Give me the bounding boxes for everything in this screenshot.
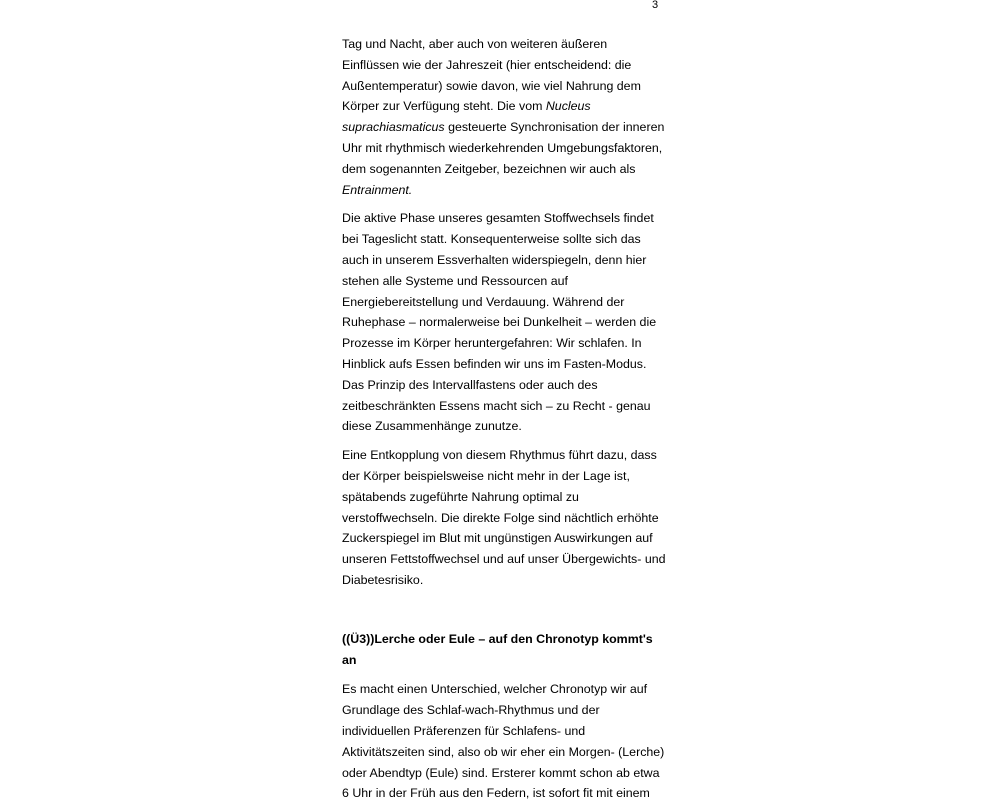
text-fragment: gesteuerte Synchronisation der inneren xyxy=(444,120,665,135)
text-line: Aktivitätszeiten sind, also ob wir eher ein Morgen- (Lerche) xyxy=(342,744,665,759)
heading-line: ((Ü3))Lerche oder Eule – auf den Chronotyp kommt's xyxy=(342,631,653,646)
text-fragment: Körper zur Verfügung steht. Die vom xyxy=(342,99,546,114)
text-line: spätabends zugeführte Nahrung optimal zu xyxy=(342,489,579,504)
text-line: Das Prinzip des Intervallfastens oder auch des xyxy=(342,377,598,392)
italic-term-suprachiasmaticus: suprachiasmaticus xyxy=(342,120,445,135)
page-number: 3 xyxy=(652,0,659,11)
text-line: Außentemperatur) sowie davon, wie viel Nahrung dem xyxy=(342,78,641,93)
text-line xyxy=(342,180,664,201)
section-heading xyxy=(342,629,664,671)
text-line xyxy=(342,96,664,117)
text-line: Uhr mit rhythmisch wiederkehrenden Umgebungsfaktoren, xyxy=(342,140,663,155)
text-line: individuellen Präferenzen für Schlafens- und xyxy=(342,723,586,738)
text-line: unseren Fettstoffwechsel und auf unser Übergewichts- und xyxy=(342,552,666,567)
text-line: 6 Uhr in der Früh aus den Federn, ist sofort fit mit einem xyxy=(342,786,650,801)
text-line: Grundlage des Schlaf-wach-Rhythmus und der xyxy=(342,703,600,718)
text-line: Es macht einen Unterschied, welcher Chronotyp wir auf xyxy=(342,682,648,697)
text-line: dem sogenannten Zeitgeber, bezeichnen wir auch als xyxy=(342,161,636,176)
text-line: Diabetesrisiko. xyxy=(342,572,424,587)
text-line: verstoffwechseln. Die direkte Folge sind nächtlich erhöhte xyxy=(342,510,659,525)
text-line: auch in unserem Essverhalten widerspiegeln, denn hier xyxy=(342,252,647,267)
text-line: Zuckerspiegel im Blut mit ungünstigen Auswirkungen auf xyxy=(342,531,653,546)
text-line: Hinblick aufs Essen befinden wir uns im Fasten-Modus. xyxy=(342,356,647,371)
text-line: Prozesse im Körper heruntergefahren: Wir schlafen. In xyxy=(342,336,642,351)
text-line: der Körper beispielsweise nicht mehr in der Lage ist, xyxy=(342,468,630,483)
paragraph-3 xyxy=(342,445,664,591)
italic-term-nucleus: Nucleus xyxy=(545,99,591,114)
text-column xyxy=(342,34,664,812)
text-line: diese Zusammenhänge zunutze. xyxy=(342,419,522,434)
text-line: stehen alle Systeme und Ressourcen auf xyxy=(342,273,568,288)
paragraph-4 xyxy=(342,679,664,804)
text-line: Einflüssen wie der Jahreszeit (hier entscheidend: die xyxy=(342,57,632,72)
text-line: Energiebereitstellung und Verdauung. Während der xyxy=(342,294,625,309)
paragraph-1 xyxy=(342,34,664,200)
text-line: oder Abendtyp (Eule) sind. Ersterer kommt schon ab etwa xyxy=(342,765,660,780)
text-line: Die aktive Phase unseres gesamten Stoffwechsels findet xyxy=(342,211,654,226)
text-line xyxy=(342,117,664,138)
text-line: bei Tageslicht statt. Konsequenterweise sollte sich das xyxy=(342,232,641,247)
text-line: Tag und Nacht, aber auch von weiteren äußeren xyxy=(342,37,608,51)
italic-term-entrainment: Entrainment. xyxy=(342,182,413,197)
paragraph-2 xyxy=(342,208,664,437)
heading-line: an xyxy=(342,652,357,667)
text-line: zeitbeschränkten Essens macht sich – zu Recht - genau xyxy=(342,398,651,413)
text-line: Ruhephase – normalerweise bei Dunkelheit – werden die xyxy=(342,315,657,330)
text-line: Eine Entkopplung von diesem Rhythmus führt dazu, dass xyxy=(342,448,657,463)
